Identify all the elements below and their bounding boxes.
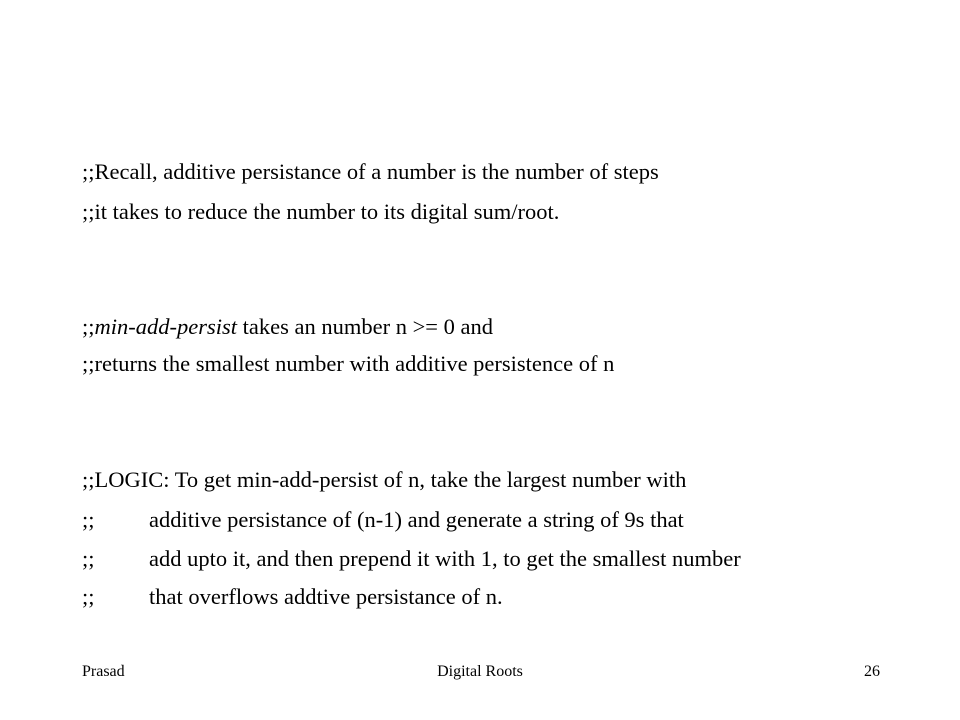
footer-author: Prasad bbox=[82, 663, 125, 680]
function-name: min-add-persist bbox=[94, 314, 238, 339]
comment-text: takes an number n >= 0 and bbox=[237, 314, 493, 339]
comment-line-1 bbox=[82, 158, 659, 186]
comment-prefix: ;; bbox=[82, 351, 95, 376]
comment-prefix: ;; bbox=[82, 507, 95, 532]
comment-line-3 bbox=[82, 313, 493, 341]
comment-prefix: ;; bbox=[82, 467, 95, 492]
comment-text: additive persistance of (n-1) and generate a string of 9s that bbox=[149, 507, 684, 532]
comment-line-6 bbox=[82, 506, 684, 534]
comment-line-4 bbox=[82, 350, 614, 378]
comment-text: that overflows addtive persistance of n. bbox=[149, 584, 503, 609]
comment-prefix: ;; bbox=[82, 314, 95, 339]
comment-prefix: ;; bbox=[82, 546, 95, 571]
comment-line-2 bbox=[82, 198, 559, 226]
comment-prefix: ;; bbox=[82, 159, 95, 184]
comment-line-5 bbox=[82, 466, 686, 494]
comment-line-7 bbox=[82, 545, 741, 573]
comment-text: add upto it, and then prepend it with 1, to get the smallest number bbox=[149, 546, 741, 571]
footer-title: Digital Roots bbox=[437, 663, 523, 680]
comment-line-8 bbox=[82, 583, 503, 611]
comment-prefix: ;; bbox=[82, 199, 95, 224]
comment-text: returns the smallest number with additive persistence of n bbox=[94, 351, 615, 376]
comment-prefix: ;; bbox=[82, 584, 95, 609]
footer-page-number: 26 bbox=[864, 663, 880, 680]
comment-text: it takes to reduce the number to its digital sum/root. bbox=[94, 199, 560, 224]
comment-text: Recall, additive persistance of a number is the number of steps bbox=[94, 159, 659, 184]
comment-text: LOGIC: To get min-add-persist of n, take the largest number with bbox=[94, 467, 687, 492]
